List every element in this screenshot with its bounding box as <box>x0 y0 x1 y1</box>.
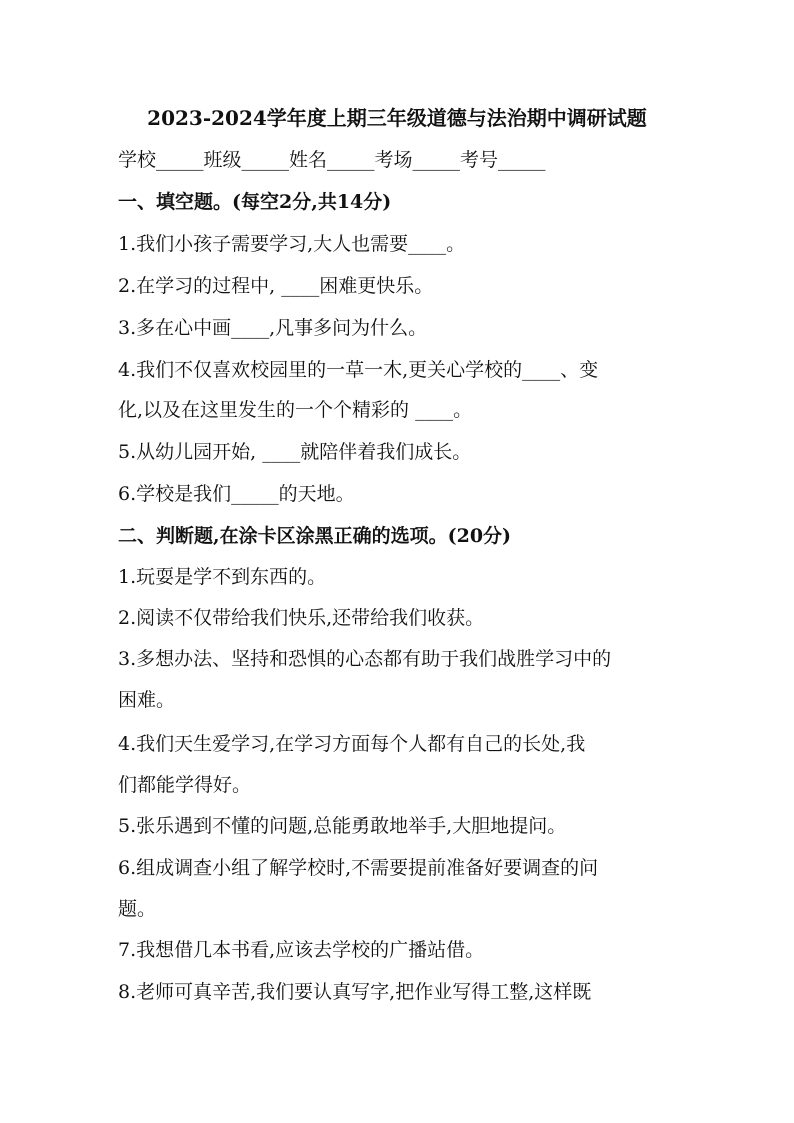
section1-question-5: 5.从幼儿园开始, ____就陪伴着我们成长。 <box>118 441 472 463</box>
section1-question-3: 3.多在心中画____,凡事多问为什么。 <box>118 317 428 339</box>
section2-question-2: 2.阅读不仅带给我们快乐,还带给我们收获。 <box>118 607 485 629</box>
section2-question-3-line-2: 困难。 <box>118 689 176 711</box>
section1-question-2: 2.在学习的过程中, ____困难更快乐。 <box>118 275 434 297</box>
student-info-line: 学校_____班级_____姓名_____考场_____考号_____ <box>118 149 546 171</box>
section2-question-6-line-1: 6.组成调查小组了解学校时,不需要提前准备好要调查的问 <box>118 857 599 879</box>
section1-question-6: 6.学校是我们_____的天地。 <box>118 483 355 505</box>
section2-question-4-line-2: 们都能学得好。 <box>118 774 252 796</box>
section2-heading: 二、判断题,在涂卡区涂黑正确的选项。(20分) <box>118 525 512 547</box>
exam-title: 2023-2024学年度上期三年级道德与法治期中调研试题 <box>147 106 647 130</box>
section2-question-7: 7.我想借几本书看,应该去学校的广播站借。 <box>118 939 485 961</box>
section2-question-3-line-1: 3.多想办法、坚持和恐惧的心态都有助于我们战胜学习中的 <box>118 648 612 670</box>
section2-question-5: 5.张乐遇到不懂的问题,总能勇敢地举手,大胆地提问。 <box>118 815 567 837</box>
section2-question-6-line-2: 题。 <box>118 898 157 920</box>
section2-question-4-line-1: 4.我们天生爱学习,在学习方面每个人都有自己的长处,我 <box>118 733 586 755</box>
section1-question-1: 1.我们小孩子需要学习,大人也需要____。 <box>118 233 466 255</box>
section2-question-8-line-1: 8.老师可真辛苦,我们要认真写字,把作业写得工整,这样既 <box>118 981 592 1003</box>
section1-question-4-line-2: 化,以及在这里发生的一个个精彩的 ____。 <box>118 399 473 421</box>
section1-question-4-line-1: 4.我们不仅喜欢校园里的一草一木,更关心学校的____、变 <box>118 359 599 381</box>
section1-heading: 一、填空题。(每空2分,共14分) <box>118 191 392 213</box>
section2-question-1: 1.玩耍是学不到东西的。 <box>118 566 327 588</box>
